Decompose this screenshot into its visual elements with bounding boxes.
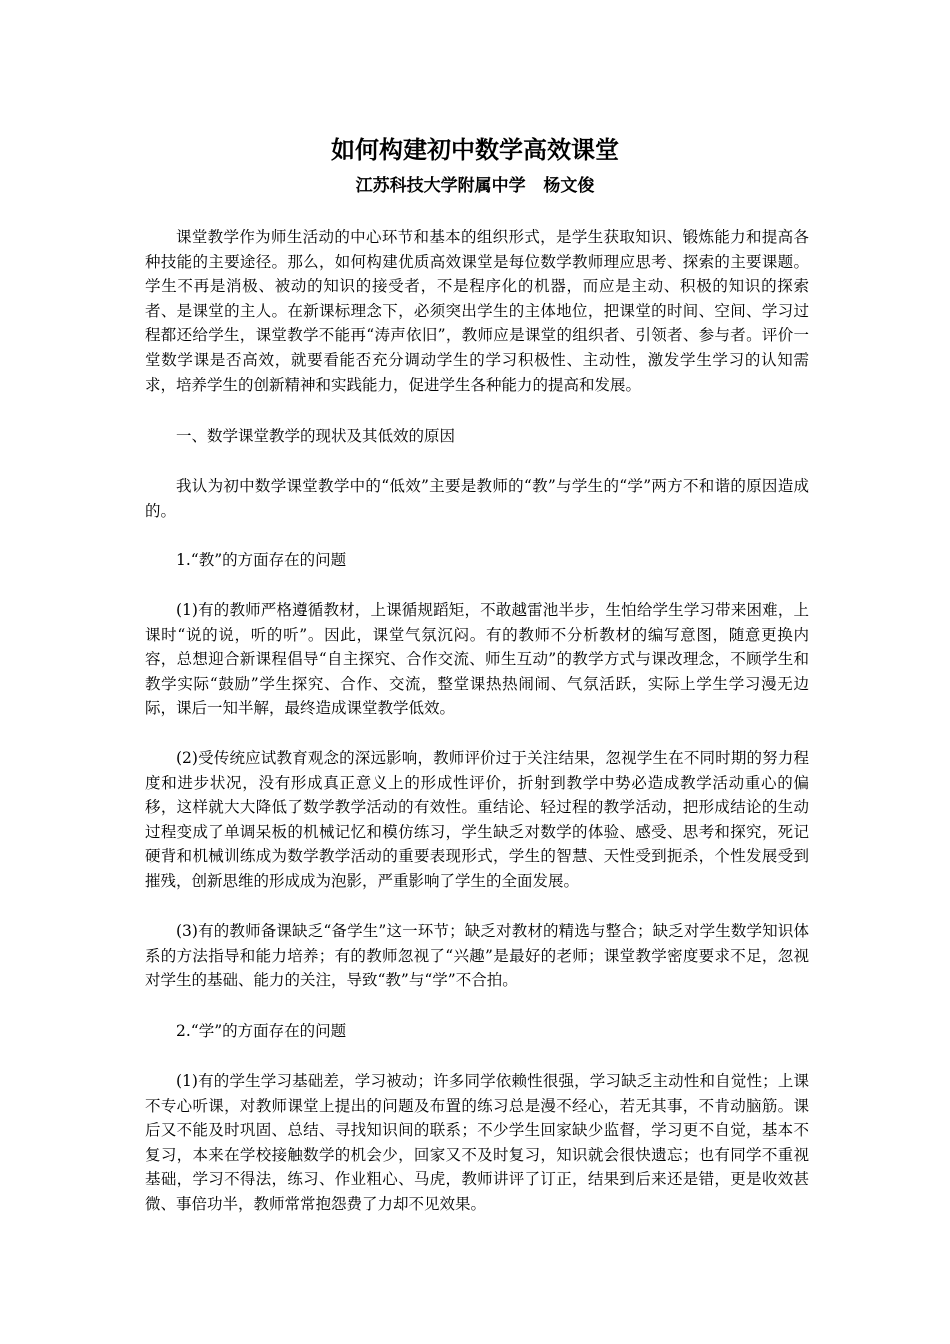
paragraph-teaching-2: (2)受传统应试教育观念的深远影响，教师评价过于关注结果，忽视学生在不同时期的努力程度和进步状况，没有形成真正意义上的形成性评价，折射到教学中势必造成教学活动重心的偏移，这样就大大降低了数学教学活动的有效性。重结论、轻过程的教学活动，把形成结论的生动过程变成了单调呆板的机械记忆和模仿练习，学生缺乏对数学的体验、感受、思考和探究，死记硬背和机械训练成为数学教学活动的重要表现形式，学生的智慧、天性受到扼杀，个性发展受到摧残，创新思维的形成成为泡影，严重影响了学生的全面发展。 — [145, 749, 809, 890]
subheading-teaching: 1.“教”的方面存在的问题 — [176, 551, 347, 569]
paragraph-teaching-3: (3)有的教师备课缺乏“备学生”这一环节；缺乏对教材的精选与整合；缺乏对学生数学知识体系的方法指导和能力培养；有的教师忽视了“兴趣”是最好的老师；课堂教学密度要求不足，忽视对学生的基础、能力的关注，导致“教”与“学”不合拍。 — [145, 922, 809, 990]
paragraph-teaching-1: (1)有的教师严格遵循教材，上课循规蹈矩，不敢越雷池半步，生怕给学生学习带来困难，上课时“说的说，听的听”。因此，课堂气氛沉闷。有的教师不分析教材的编写意图，随意更换内容，总想迎合新课程倡导“自主探究、合作交流、师生互动”的教学方式与课改理念，不顾学生和教学实际“鼓励”学生探究、合作、交流，整堂课热热闹闹、气氛活跃，实际上学生学习漫无边际，课后一知半解，最终造成课堂教学低效。 — [145, 601, 809, 718]
author-line: 江苏科技大学附属中学 杨文俊 — [355, 176, 595, 196]
document-title: 如何构建初中数学高效课堂 — [331, 135, 619, 164]
paragraph-cause: 我认为初中数学课堂教学中的“低效”主要是教师的“教”与学生的“学”两方不和谐的原因造成的。 — [145, 477, 809, 520]
subheading-learning: 2.“学”的方面存在的问题 — [176, 1022, 347, 1040]
paragraph-intro: 课堂教学作为师生活动的中心环节和基本的组织形式，是学生获取知识、锻炼能力和提高各种技能的主要途径。那么，如何构建优质高效课堂是每位数学教师理应思考、探索的主要课题。学生不再是消极、被动的知识的接受者，不是程序化的机器，而应是主动、积极的知识的探索者、是课堂的主人。在新课标理念下，必须突出学生的主体地位，把课堂的时间、空间、学习过程都还给学生，课堂教学不能再“涛声依旧”，教师应是课堂的组织者、引领者、参与者。评价一堂数学课是否高效，就要看能否充分调动学生的学习积极性、主动性，激发学生学习的认知需求，培养学生的创新精神和实践能力，促进学生各种能力的提高和发展。 — [145, 228, 809, 394]
paragraph-learning-1: (1)有的学生学习基础差，学习被动；许多同学依赖性很强，学习缺乏主动性和自觉性；上课不专心听课，对教师课堂上提出的问题及布置的练习总是漫不经心，若无其事，不肯动脑筋。课后又不能及时巩固、总结、寻找知识间的联系；不少学生回家缺少监督，学习更不自觉，基本不复习，本来在学校接触数学的机会少，回家又不及时复习，知识就会很快遗忘；也有同学不重视基础，学习不得法，练习、作业粗心、马虎，教师讲评了订正，结果到后来还是错，更是收效甚微、事倍功半，教师常常抱怨费了力却不见效果。 — [145, 1072, 809, 1213]
section-heading-1: 一、数学课堂教学的现状及其低效的原因 — [176, 427, 456, 445]
